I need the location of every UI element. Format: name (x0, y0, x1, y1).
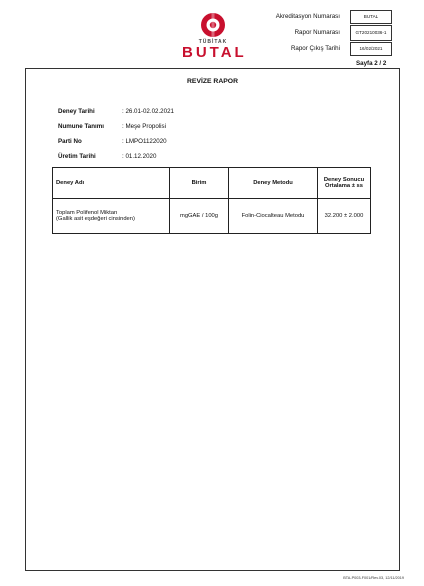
info-value-test-date: : 26.01-02.02.2021 (122, 108, 174, 115)
tubitak-emblem-icon (200, 12, 226, 38)
info-value-lot: : LMPO1122020 (122, 138, 167, 145)
table-row (53, 199, 371, 234)
info-label-lot: Parti No (58, 138, 82, 145)
cell-method: Folin-Ciocalteau Metodu (229, 199, 318, 234)
info-label-test-date: Deney Tarihi (58, 108, 95, 115)
report-no-value: GT20210036-1 (350, 25, 392, 41)
cell-result: 32.200 ± 2.000 (318, 199, 371, 234)
report-title: REVİZE RAPOR (187, 78, 238, 85)
test-name-line1: Toplam Polifenol Miktarı (56, 210, 118, 216)
report-date-value: 16/02/2021 (350, 42, 392, 56)
cell-test-name (53, 199, 170, 234)
header-unit: Birim (170, 168, 229, 199)
report-date-label: Rapor Çıkış Tarihi (290, 45, 340, 52)
butal-logo (182, 12, 247, 68)
logo-brand-text: BUTAL (182, 44, 247, 61)
accreditation-label: Akreditasyon Numarası (275, 13, 340, 20)
header-method: Deney Metodu (229, 168, 318, 199)
table-header-row (53, 168, 371, 199)
info-value-sample: : Meşe Propolisi (122, 123, 167, 130)
test-name-line2: (Gallik asit eşdeğeri cinsinden) (56, 216, 135, 222)
info-label-production-date: Üretim Tarihi (58, 153, 96, 160)
info-value-production-date: : 01.12.2020 (122, 153, 157, 160)
info-label-sample: Numune Tanımı (58, 123, 104, 130)
header-result: Deney Sonucu Ortalama ± ss (318, 168, 371, 199)
results-table (52, 167, 371, 234)
report-no-label: Rapor Numarası (294, 29, 340, 36)
form-code: BTA-P003-F001/Rev.03, 12/11/2019 (343, 576, 404, 580)
accreditation-value: BUTAL (350, 10, 392, 24)
header-test-name: Deney Adı (53, 168, 170, 199)
cell-unit: mgGAE / 100g (170, 199, 229, 234)
logo-top-text: TÜBİTAK (198, 39, 228, 45)
page-number: Sayfa 2 / 2 (356, 60, 387, 67)
